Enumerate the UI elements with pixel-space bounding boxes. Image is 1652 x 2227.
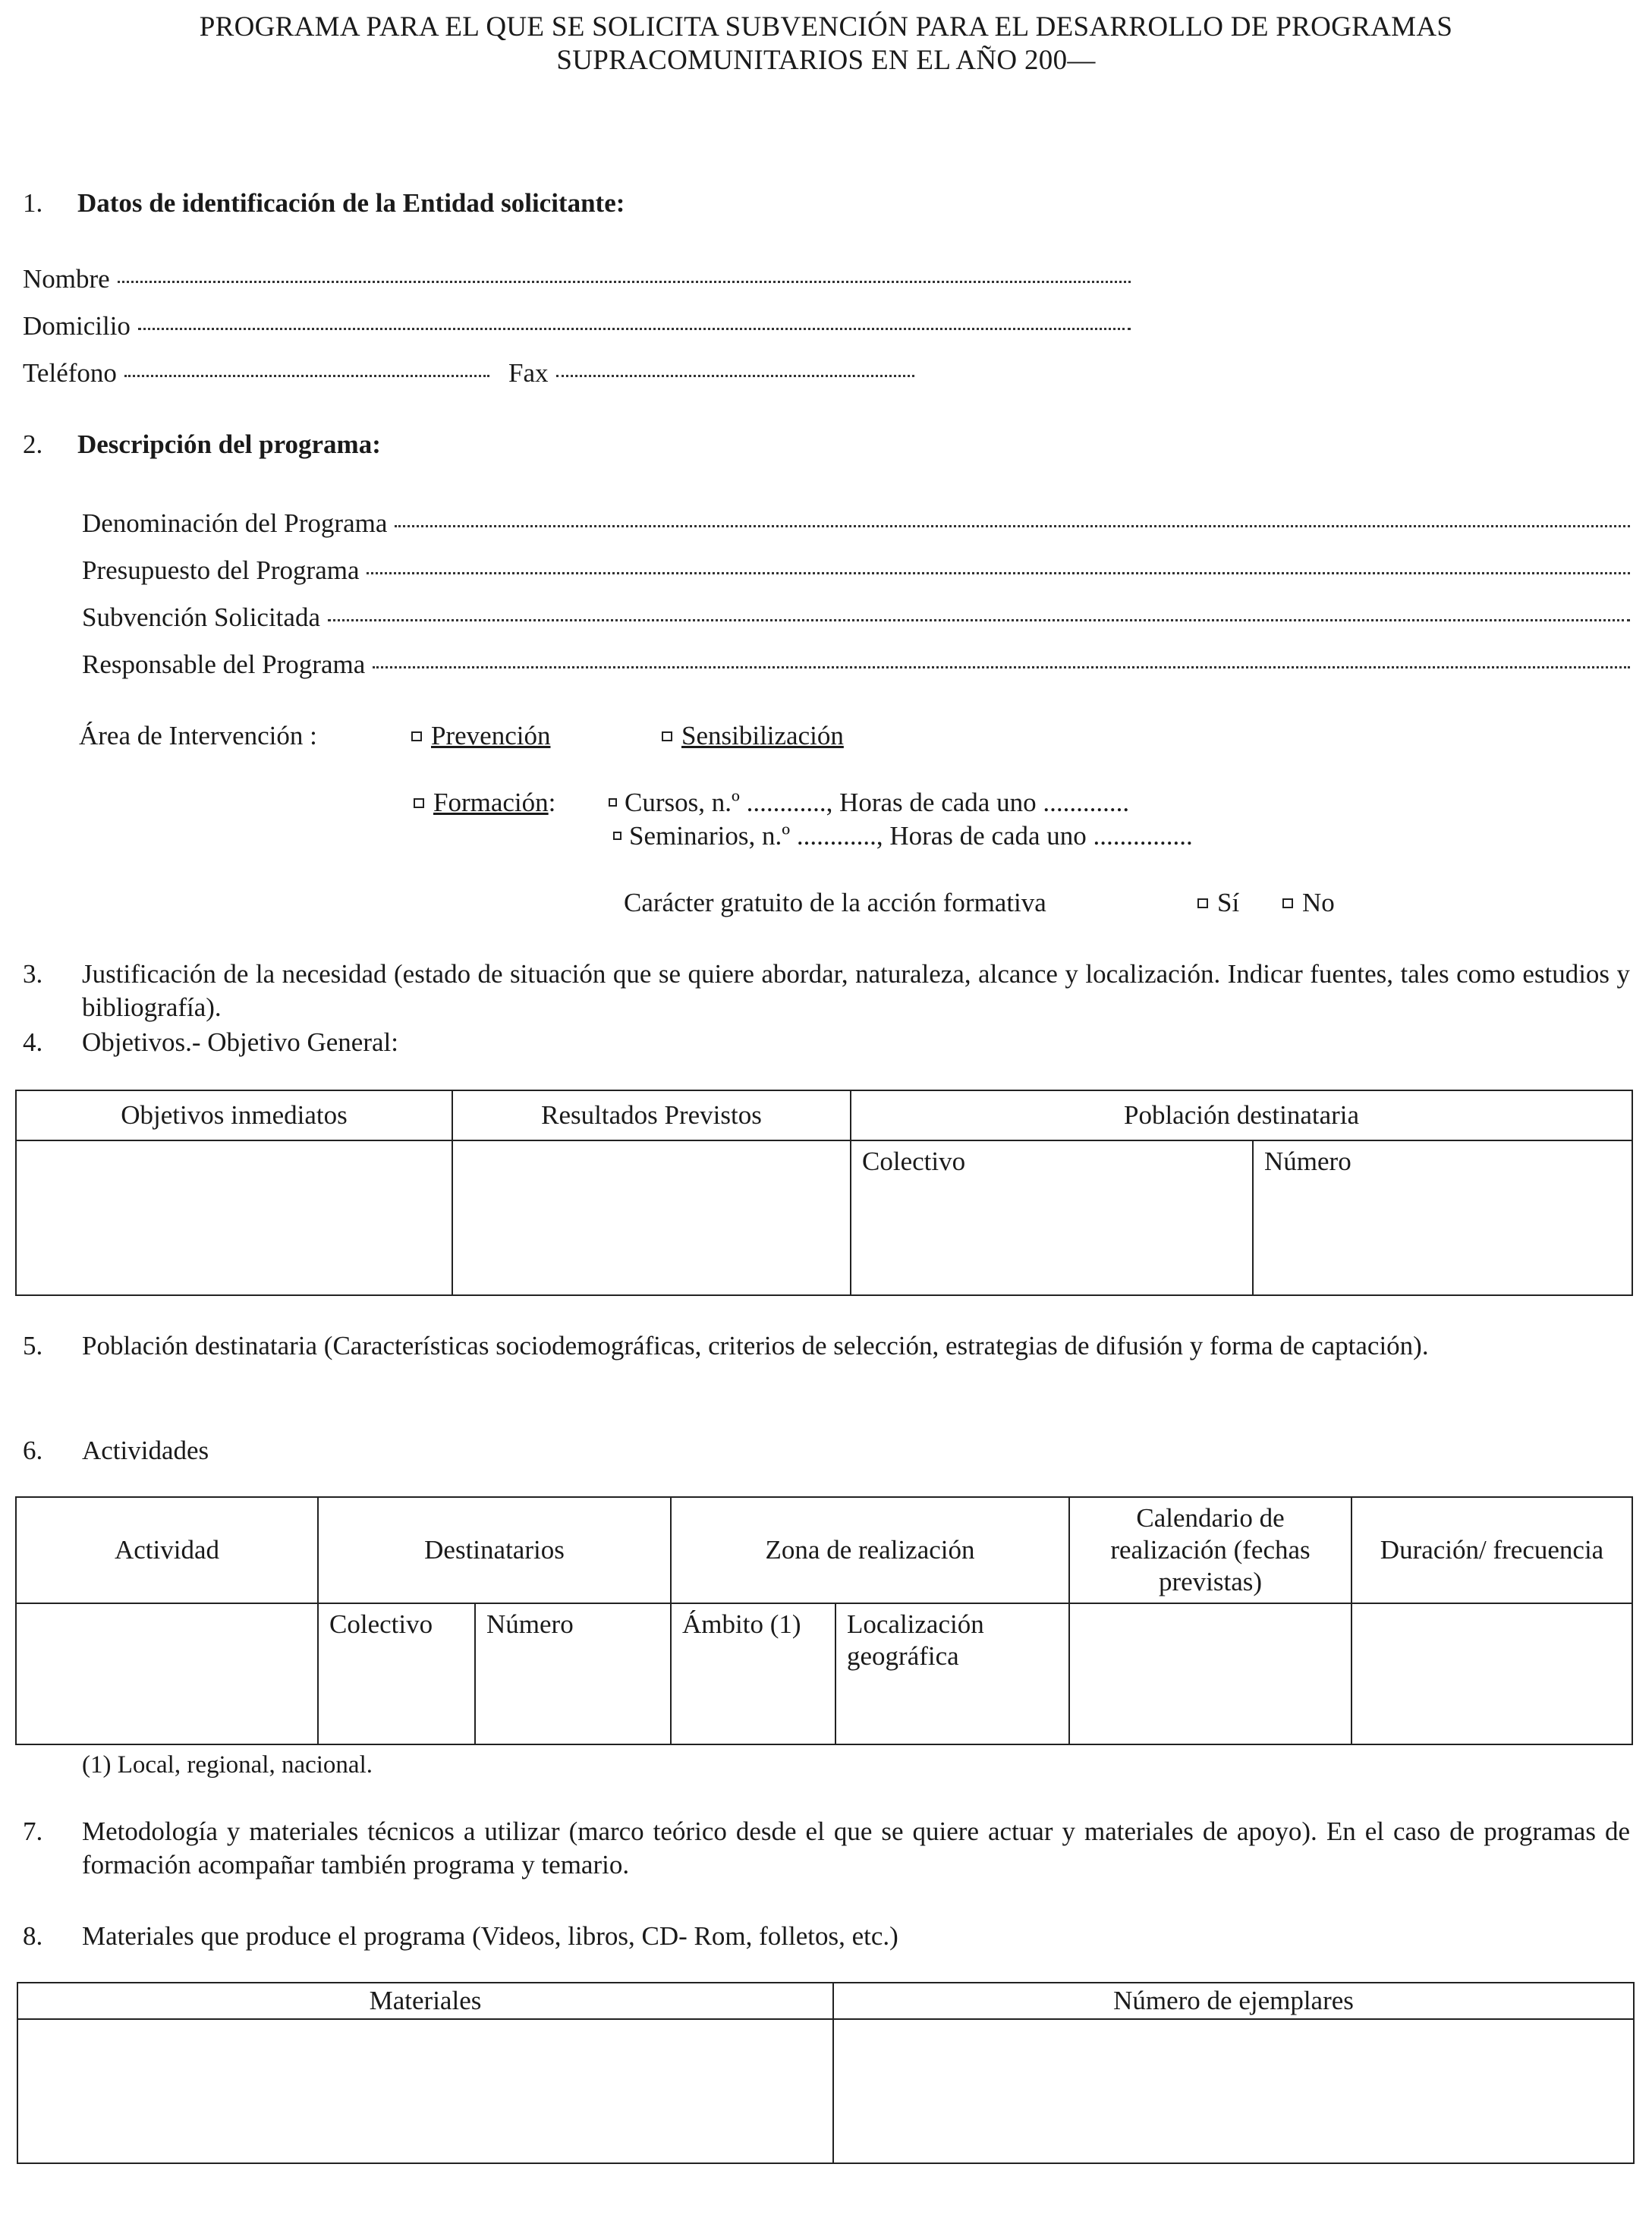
header-poblacion-destinataria: Población destinataria [851,1090,1632,1140]
domicilio-label: Domicilio [23,311,131,341]
header-objetivos-inmediatos: Objetivos inmediatos [16,1090,452,1140]
cell-materiales[interactable] [17,2019,833,2163]
responsable-dots [373,665,1630,668]
telefono-dots [124,374,489,377]
objetivos-table [15,1090,1633,1296]
header-materiales: Materiales [17,1983,833,2019]
cursos-label: Cursos, n.º ............, Horas de cada uno ............. [625,788,1130,817]
cursos-checkbox[interactable] [609,798,617,807]
cell-ambito[interactable] [671,1603,835,1744]
section-2-number: 2. [23,429,43,459]
cell-actividad[interactable] [16,1603,318,1744]
cell-objetivos-inmediatos[interactable] [16,1140,452,1295]
section-7-number: 7. [23,1817,43,1846]
title-line-2: SUPRACOMUNITARIOS EN EL AÑO 200— [556,45,1096,76]
responsable-field[interactable] [82,648,1630,681]
subheader-ambito: Ámbito (1) [682,1609,801,1639]
section-3-text: Justificación de la necesidad (estado de situación que se quiere abordar, naturaleza, alcance y localización. Indicar fuentes, tales como estudios y bibliografía). [82,959,1630,1022]
sensibilizacion-checkbox[interactable] [662,731,672,741]
seminarios-label: Seminarios, n.º ............, Horas de cada uno ............... [629,821,1193,851]
cell-calendario[interactable] [1069,1603,1351,1744]
cell-colectivo[interactable] [851,1140,1253,1295]
section-8-text: Materiales que produce el programa (Videos, libros, CD- Rom, folletos, etc.) [82,1921,898,1951]
fax-label: Fax [508,358,549,388]
section-3-number: 3. [23,959,43,989]
section-8-number: 8. [23,1921,43,1951]
cell-localizacion[interactable] [835,1603,1069,1744]
section-6-text: Actividades [82,1436,209,1465]
prevencion-checkbox[interactable] [411,731,422,741]
responsable-label: Responsable del Programa [82,650,366,679]
no-checkbox[interactable] [1282,898,1293,908]
header-duracion: Duración/ frecuencia [1351,1497,1632,1603]
caracter-label: Carácter gratuito de la acción formativa [624,888,1046,917]
subheader-numero: Número [486,1609,574,1639]
seminarios-checkbox[interactable] [613,832,621,840]
nombre-dots [118,280,1131,283]
formacion-option[interactable] [414,786,555,819]
telefono-field[interactable] [23,357,489,390]
denominacion-field[interactable] [82,507,1630,540]
presupuesto-field[interactable] [82,554,1630,587]
cell-duracion[interactable] [1351,1603,1632,1744]
header-calendario: Calendario de realización (fechas previstas) [1069,1497,1351,1603]
footnote-ambito: (1) Local, regional, nacional. [82,1751,373,1779]
sensibilizacion-label: Sensibilización [681,721,844,750]
section-4-number: 4. [23,1027,43,1057]
cell-resultados-previstos[interactable] [452,1140,851,1295]
prevencion-option[interactable] [411,719,550,753]
sensibilizacion-option[interactable] [662,719,844,753]
section-1-number: 1. [23,188,43,218]
header-resultados-previstos: Resultados Previstos [452,1090,851,1140]
materiales-table [17,1982,1635,2164]
subheader-colectivo: Colectivo [862,1147,966,1176]
cursos-option[interactable] [609,786,1129,819]
no-label: No [1302,888,1335,917]
subvencion-field[interactable] [82,601,1630,634]
header-zona-realizacion: Zona de realización [671,1497,1069,1603]
formacion-checkbox[interactable] [414,798,424,808]
cell-colectivo[interactable] [318,1603,475,1744]
si-checkbox[interactable] [1197,898,1208,908]
subheader-colectivo: Colectivo [329,1609,433,1639]
formacion-colon: : [548,788,556,817]
section-5-text: Población destinataria (Características sociodemográficas, criterios de selección, estrategias de difusión y forma de captación). [82,1331,1429,1360]
section-6-number: 6. [23,1436,43,1465]
title-line-1: PROGRAMA PARA EL QUE SE SOLICITA SUBVENCIÓN PARA EL DESARROLLO DE PROGRAMAS [199,11,1453,42]
area-label: Área de Intervención : [79,721,317,750]
section-4-text: Objetivos.- Objetivo General: [82,1027,398,1057]
section-7-text: Metodología y materiales técnicos a utilizar (marco teórico desde el que se quiere actuar y materiales de apoyo). En el caso de programas de formación acompañar también programa y temario. [82,1817,1630,1879]
prevencion-label: Prevención [431,721,551,750]
presupuesto-label: Presupuesto del Programa [82,555,360,585]
si-option[interactable] [1197,886,1239,920]
subheader-localizacion: Localización geográfica [847,1609,984,1671]
seminarios-option[interactable] [613,819,1193,853]
section-1-title: Datos de identificación de la Entidad solicitante: [77,188,625,218]
section-1-heading [23,187,625,220]
section-5-number: 5. [23,1331,43,1360]
cell-numero-ejemplares[interactable] [833,2019,1634,2163]
header-numero-ejemplares: Número de ejemplares [833,1983,1634,2019]
nombre-field[interactable] [23,263,1131,296]
section-2-heading [23,428,381,461]
cell-numero[interactable] [1253,1140,1632,1295]
fax-dots [556,374,915,377]
denominacion-label: Denominación del Programa [82,508,388,538]
header-actividad: Actividad [16,1497,318,1603]
document-title [0,11,1652,77]
denominacion-dots [395,524,1630,527]
nombre-label: Nombre [23,264,110,294]
presupuesto-dots [367,571,1630,574]
fax-field[interactable] [508,357,914,390]
cell-numero[interactable] [475,1603,671,1744]
subheader-numero: Número [1264,1147,1351,1176]
subvencion-label: Subvención Solicitada [82,602,320,632]
domicilio-field[interactable] [23,310,1131,343]
formacion-label: Formación [433,788,549,817]
header-destinatarios: Destinatarios [318,1497,671,1603]
no-option[interactable] [1282,886,1335,920]
si-label: Sí [1217,888,1240,917]
telefono-label: Teléfono [23,358,117,388]
subvencion-dots [328,618,1630,621]
domicilio-dots [138,327,1131,330]
actividades-table [15,1496,1633,1745]
section-2-title: Descripción del programa: [77,429,381,459]
